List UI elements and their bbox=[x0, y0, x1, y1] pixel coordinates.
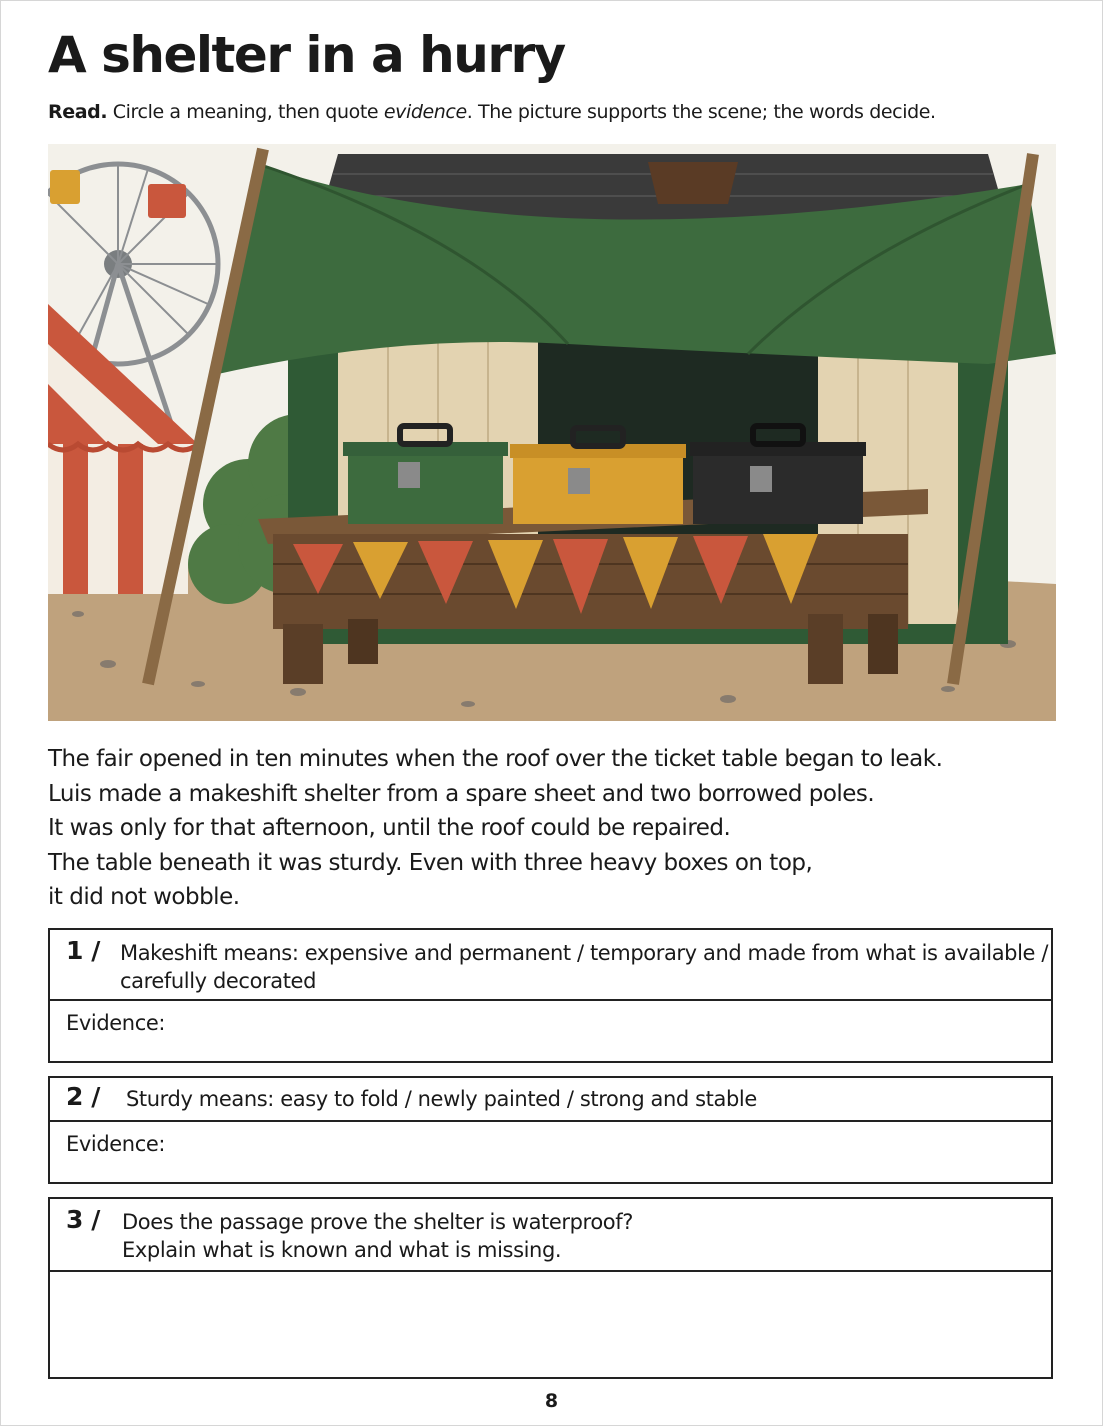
question-3-number: 3 / bbox=[66, 1205, 101, 1234]
page-title: A shelter in a hurry bbox=[48, 26, 565, 84]
illustration-svg bbox=[48, 144, 1056, 721]
question-1-evidence-label: Evidence: bbox=[66, 1011, 166, 1035]
question-3-prompt bbox=[50, 1199, 1051, 1272]
passage-line: Luis made a makeshift shelter from a spare sheet and two borrowed poles. bbox=[48, 780, 875, 807]
question-1-prompt bbox=[50, 930, 1051, 1001]
fair-stall-illustration bbox=[48, 144, 1056, 721]
question-2-box bbox=[48, 1076, 1053, 1184]
instructions-part2: . The picture supports the scene; the words decide. bbox=[466, 101, 936, 123]
instructions-part1: Circle a meaning, then quote bbox=[107, 101, 384, 123]
question-3-box bbox=[48, 1197, 1053, 1379]
roof-hole bbox=[648, 162, 738, 204]
instructions-emphasis: evidence bbox=[383, 101, 467, 123]
passage-line: The fair opened in ten minutes when the roof over the ticket table began to leak. bbox=[48, 746, 943, 772]
ferris-cabin-red bbox=[148, 184, 186, 218]
reading-passage bbox=[48, 742, 1058, 915]
question-1-box bbox=[48, 928, 1053, 1063]
question-3-answer-area[interactable] bbox=[50, 1272, 1051, 1377]
ferris-cabin-yellow bbox=[50, 170, 80, 204]
question-3-line: Does the passage prove the shelter is waterproof? bbox=[122, 1210, 633, 1234]
question-2-prompt bbox=[50, 1078, 1051, 1122]
question-1-evidence-area[interactable] bbox=[50, 1001, 1051, 1061]
question-1-line: carefully decorated bbox=[120, 969, 317, 993]
question-2-line: Sturdy means: easy to fold / newly painted / strong and stable bbox=[126, 1087, 757, 1111]
instructions-lead: Read. bbox=[48, 101, 108, 123]
passage-line: The table beneath it was sturdy. Even with three heavy boxes on top, bbox=[48, 849, 813, 876]
question-1-number: 1 / bbox=[66, 936, 101, 965]
passage-line: it did not wobble. bbox=[48, 884, 240, 910]
page-number: 8 bbox=[544, 1390, 559, 1412]
passage-line: It was only for that afternoon, until the roof could be repaired. bbox=[48, 815, 731, 841]
question-3-line: Explain what is known and what is missing. bbox=[122, 1238, 562, 1262]
question-2-evidence-label: Evidence: bbox=[66, 1132, 166, 1156]
instructions bbox=[48, 101, 936, 123]
question-2-evidence-area[interactable] bbox=[50, 1122, 1051, 1182]
question-1-line: Makeshift means: expensive and permanent / temporary and made from what is available / bbox=[120, 941, 1049, 965]
question-2-number: 2 / bbox=[66, 1082, 101, 1111]
